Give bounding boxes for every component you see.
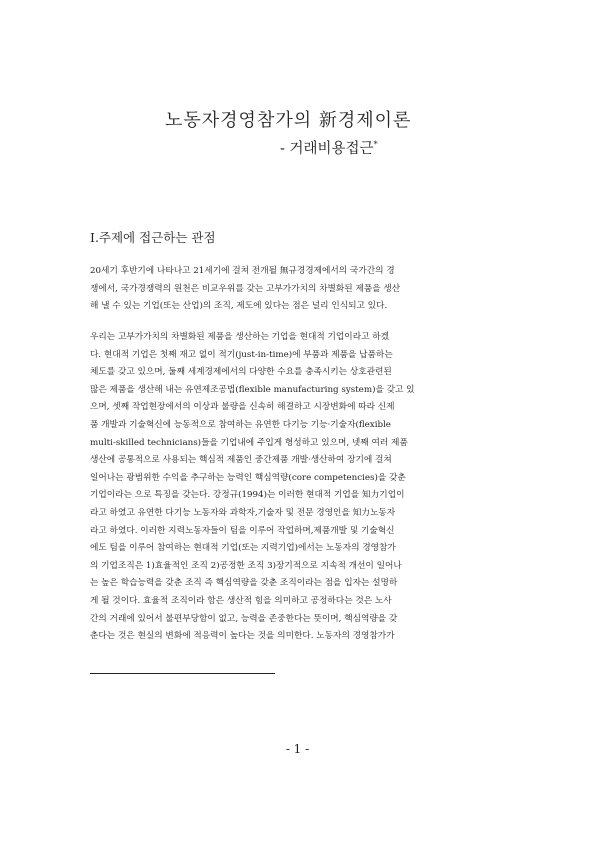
paragraph-line: 게 될 것이다. 효율적 조직이라 함은 생산적 힘을 의미하고 공정하다는 것은 노사 [90, 595, 392, 606]
paragraph-line: multi-skilled technicians)들을 기업내에 주입게 형성하고 있으며, 넷째 여러 제품 [90, 437, 408, 448]
footnote-mark: * [373, 140, 378, 149]
footnote-divider [90, 673, 275, 674]
paragraph-line: 으며, 셋째 작업현장에서의 이상과 불량을 신속히 해결하고 시장변화에 따라 신제 [90, 402, 395, 413]
paragraph-line: 많은 제품을 생산해 내는 유연제조공법(flexible manufacturing system)을 갖고 있 [90, 384, 415, 395]
paragraph-line: 의 기업조직은 1)효율적인 조직 2)공정한 조직 3)장기적으로 지속적 개선이 일어나 [90, 560, 402, 571]
subtitle-text: - 거래비용접근 [280, 141, 374, 157]
paragraph-line: 는 높은 학습능력을 갖춘 조직 즉 핵심역량을 갖춘 조직이라는 점을 입자는 설명하 [90, 578, 398, 589]
paragraph-line: 에도 팀을 이루어 참여하는 현대적 기업(또는 지력기업)에서는 노동자의 경영참가 [90, 543, 396, 554]
paragraph-2 [90, 329, 510, 646]
paragraph-line: 일어나는 광범위한 수익을 추구하는 능력인 핵심역량(core competencies)을 갖춘 [90, 472, 406, 483]
paragraph-line: 라고 하였고 유연한 다기능 노동자와 과학자,기술자 및 전문 경영인을 知力노동자 [90, 507, 396, 518]
paragraph-line: 생산에 공통적으로 사용되는 핵심적 제품인 중간제품 개발·생산하여 장기에 걸쳐 [90, 455, 392, 466]
paragraph-line: 품 개발과 기술혁신에 능동적으로 참여하는 유연한 다기능 기능·기술자(flexible [90, 419, 391, 430]
paragraph-line: 체도를 갖고 있으며, 둘째 세계경제에서의 다양한 수요를 충족시키는 상호관련된 [90, 367, 392, 378]
paragraph-line: 기업이라는 으로 특징을 갖는다. 강정규(1994)는 이러한 현대적 기업을 知力기업이 [90, 490, 405, 501]
paragraph-line: 라고 하였다. 이러한 지력노동자들이 팀을 이루어 작업하며,제품개발 및 기술혁신 [90, 525, 395, 536]
paragraph-line: 해 낼 수 있는 기업(또는 산업)의 조직, 제도에 있다는 점은 널리 인식되고 있다. [90, 301, 388, 312]
section-heading: Ⅰ.주제에 접근하는 관점 [90, 230, 216, 245]
paragraph-line: 20세기 후반기에 나타나고 21세기에 걸쳐 전개될 無규경경제에서의 국가간의 경 [90, 266, 395, 276]
page-number: - 1 - [285, 742, 310, 756]
document-subtitle [280, 137, 378, 158]
document-title: 노동자경영참가의 新경제이론 [165, 110, 412, 131]
paragraph-line: 우리는 고부가가치의 차별화된 제품을 생산하는 기업을 현대적 기업이라고 하겠 [90, 332, 390, 342]
paragraph-line: 간의 거래에 있어서 불편부당함이 없고, 능력을 존중한다는 뜻이며, 핵심역량을 갖 [90, 613, 398, 624]
paragraph-line: 춘다는 것은 현실의 변화에 적응력이 높다는 것을 의미한다. 노동자의 경영참가가 [90, 631, 395, 642]
paragraph-1 [90, 263, 510, 316]
paragraph-line: 쟁에서, 국가경쟁력의 원천은 비교우위를 갖는 고부가가치의 차별화된 제품을 생산 [90, 283, 401, 294]
paragraph-line: 다. 현대적 기업은 첫째 재고 없이 적기(just-in-time)에 부품과 제품을 납품하는 [90, 349, 393, 360]
